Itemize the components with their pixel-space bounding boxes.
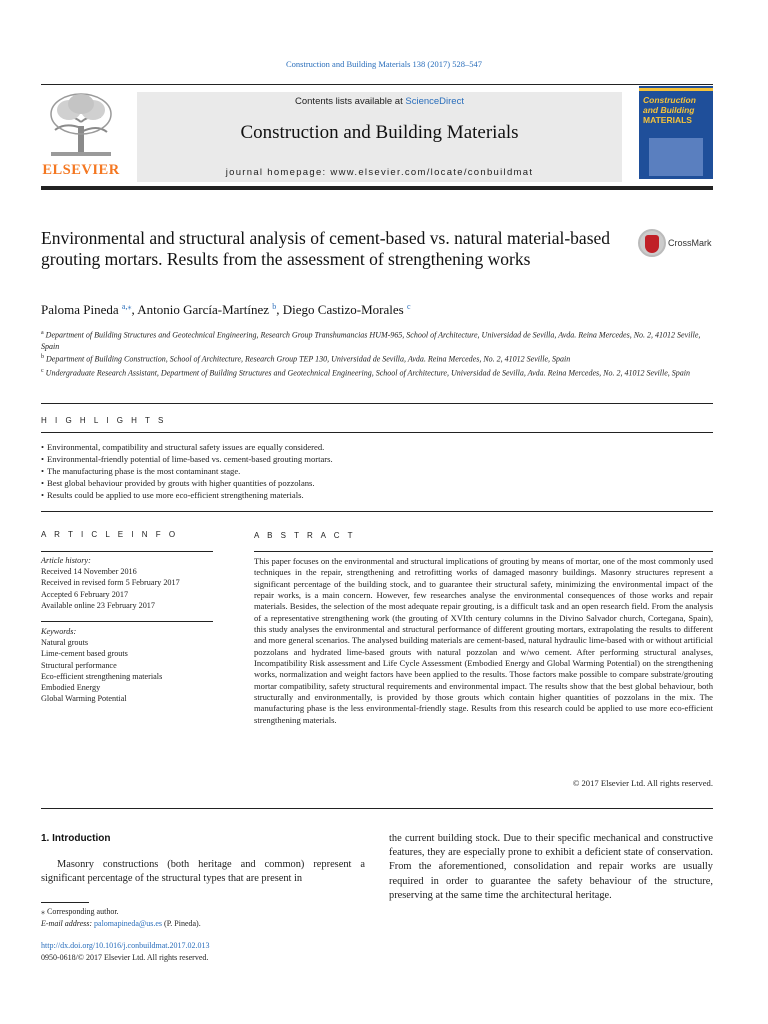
elsevier-tree-icon: [45, 92, 117, 160]
section-rule: [41, 432, 713, 433]
section-rule: [41, 621, 213, 622]
contents-prefix: Contents lists available at: [295, 96, 406, 107]
keywords-heading: Keywords:: [41, 627, 77, 636]
affiliations: [41, 328, 713, 379]
header-top-rule: [41, 84, 713, 85]
author-marks[interactable]: c: [406, 302, 411, 311]
keyword-item: Structural performance: [41, 660, 117, 670]
cover-line-2: and Building: [643, 105, 695, 115]
cover-line-3: MATERIALS: [643, 115, 692, 125]
journal-homepage[interactable]: journal homepage: www.elsevier.com/locate/conbuildmat: [225, 167, 534, 178]
history-heading: Article history:: [41, 556, 91, 565]
affiliation: $^b$ Department of Building Construction, School of Architecture, Research Group TEP 130, Universidad de Sevilla, Avda. Reina Mercedes, No. 2, 41012 Seville, Spain: [41, 354, 571, 365]
highlights-label: H I G H L I G H T S: [41, 416, 167, 425]
article-info-label: A R T I C L E I N F O: [41, 530, 179, 539]
abstract-copyright: © 2017 Elsevier Ltd. All rights reserved.: [572, 778, 713, 788]
sciencedirect-link[interactable]: ScienceDirect: [405, 96, 464, 107]
keyword-item: Natural grouts: [41, 638, 89, 648]
history-item: Available online 23 February 2017: [41, 600, 155, 610]
highlight-item: • Results could be applied to use more eco-efficient strengthening materials.: [41, 489, 713, 501]
doi-link[interactable]: http://dx.doi.org/10.1016/j.conbuildmat.2017.02.013: [41, 941, 210, 950]
abstract-text: This paper focuses on the environmental and structural implications of grouting by means of mortar, one of the most commonly used techniques in the repair, strengthening and retrofitting works of damaged masonry buildings. Masonry structures represent a significant percentage of the building stock, and to guarantee their structural safety, minimizing the environmental impact of the repair works, is a main concern. However, few researches analyse the environmental consequences of those works and repair materials. Besides, the selection of the most adequate repair grouting, is a difficult task and an open research field. From the analysis of a representative strengthening work (the grouting of XVIth century columns in the Divino Salvador church, Cortegana, Spain), this study analyses the environmental and structural performance of different grouting mortars, extrapolating the results to different and more general scenarios. The analysed building materials are cement-based, natural hydraulic lime-based with or without artificial pozzolans and hydrated lime-based grouts with natural pozzolan and w/wo cement. After performing structural analyses, Incompatibility Risk assessment and Life Cycle Assessment (Embodied Energy and Global Warming Potential) on the strengthening works, normalization and weight factors have been applied to the results. Those factors make possible to compare substrate/grouting mortar compatibility, safety structural requirements and environmental impact. The results show that the best global behaviour, both structurally and environmentally, is provided by those grouts which contain higher quantities of pozzolans in the mix. The manufacturing phase is the less environmental-friendly stage. Results from this research could be applied to use more eco-efficient strengthening materials.: [254, 556, 713, 725]
intro-paragraph: the current building stock. Due to their specific mechanical and constructive features, they are especially prone to exhibit a deficient state of conservation. From the aforementioned, consolidation and repair works are usually required in order to guarantee the safety behaviour of the structure, preserving at the same time the architectural heritage.: [389, 833, 713, 901]
footnote-rule: [41, 902, 89, 903]
section-rule: [41, 511, 713, 512]
article-title: Environmental and structural analysis of cement-based vs. natural material-based grouting mortars. Results from the assessment of strengthening works: [41, 228, 611, 269]
issn-line: 0950-0618/© 2017 Elsevier Ltd. All rights reserved.: [41, 952, 209, 962]
author-name[interactable]: Antonio García-Martínez: [137, 302, 270, 317]
history-item: Received 14 November 2016: [41, 567, 137, 577]
keyword-item: Global Warming Potential: [41, 694, 127, 704]
author-marks[interactable]: b: [272, 302, 277, 311]
section-rule: [254, 551, 713, 552]
contents-line: [137, 96, 622, 107]
abstract-label: A B S T R A C T: [254, 531, 356, 540]
journal-banner: [137, 92, 622, 182]
affiliation: $^c$ Undergraduate Research Assistant, Department of Building Structures and Geotechnical Engineering, School of Architecture, Universidad de Sevilla, Avda. Reina Mercedes, No. 2, 41012 Seville, Spain: [41, 367, 690, 378]
highlight-item: • Environmental-friendly potential of lime-based vs. cement-based grouting mortars.: [41, 453, 713, 465]
keyword-item: Eco-efficient strengthening materials: [41, 671, 163, 681]
journal-cover[interactable]: [639, 86, 713, 179]
highlight-item: • Best global behaviour provided by grouts with higher quantities of pozzolans.: [41, 477, 713, 489]
footnote: [41, 906, 201, 929]
cover-stripe: [639, 88, 713, 91]
header-bottom-rule: [41, 186, 713, 190]
cover-line-1: Construction: [643, 95, 696, 105]
keyword-item: Embodied Energy: [41, 683, 101, 693]
section-rule: [41, 808, 713, 809]
highlight-item: • The manufacturing phase is the most contaminant stage.: [41, 465, 713, 477]
keywords: [41, 626, 213, 704]
cover-title: [643, 95, 711, 125]
elsevier-logo[interactable]: [41, 92, 121, 182]
history-item: Received in revised form 5 February 2017: [41, 578, 180, 588]
crossmark-badge[interactable]: [638, 229, 718, 259]
intro-paragraph: Masonry constructions (both heritage and common) represent a significant percentage of the structural types that are present in: [41, 859, 365, 885]
journal-citation[interactable]: Construction and Building Materials 138 (2017) 528–547: [286, 59, 482, 69]
author-name[interactable]: Diego Castizo-Morales: [282, 302, 404, 317]
author-name[interactable]: Paloma Pineda: [41, 302, 119, 317]
email-link[interactable]: palomapineda@us.es: [94, 918, 163, 928]
keyword-item: Lime-cement based grouts: [41, 649, 128, 659]
journal-title: Construction and Building Materials: [240, 122, 519, 143]
affiliation: $^a$ Department of Building Structures and Geotechnical Engineering, Research Group Transhumancias HUM-965, School of Architecture, Universidad de Sevilla, Avda. Reina Mercedes, No. 2, 41012 Seville, Spain: [41, 330, 701, 352]
crossmark-label: CrossMark: [668, 238, 712, 248]
history-item: Accepted 6 February 2017: [41, 589, 129, 599]
highlights-list: [41, 441, 713, 501]
crossmark-icon: [638, 229, 666, 257]
author-list: Paloma Pineda $^{a,⁎}$, Antonio García-Martínez $^b$, Diego Castizo-Morales $^c$: [41, 302, 411, 317]
section-rule: [41, 551, 213, 552]
corresponding-author: ⁎ Corresponding author.: [41, 907, 119, 916]
section-rule: [41, 403, 713, 404]
section-heading: 1. Introduction: [41, 833, 111, 844]
author-marks[interactable]: a,⁎: [121, 302, 132, 311]
elsevier-wordmark: ELSEVIER: [42, 162, 120, 178]
email-line: E-mail address: palomapineda@us.es (P. Pineda).: [41, 918, 201, 928]
page-footer: [41, 940, 210, 963]
article-history: [41, 555, 213, 611]
highlight-item: • Environmental, compatibility and structural safety issues are equally considered.: [41, 441, 713, 453]
cover-image: [649, 138, 703, 176]
